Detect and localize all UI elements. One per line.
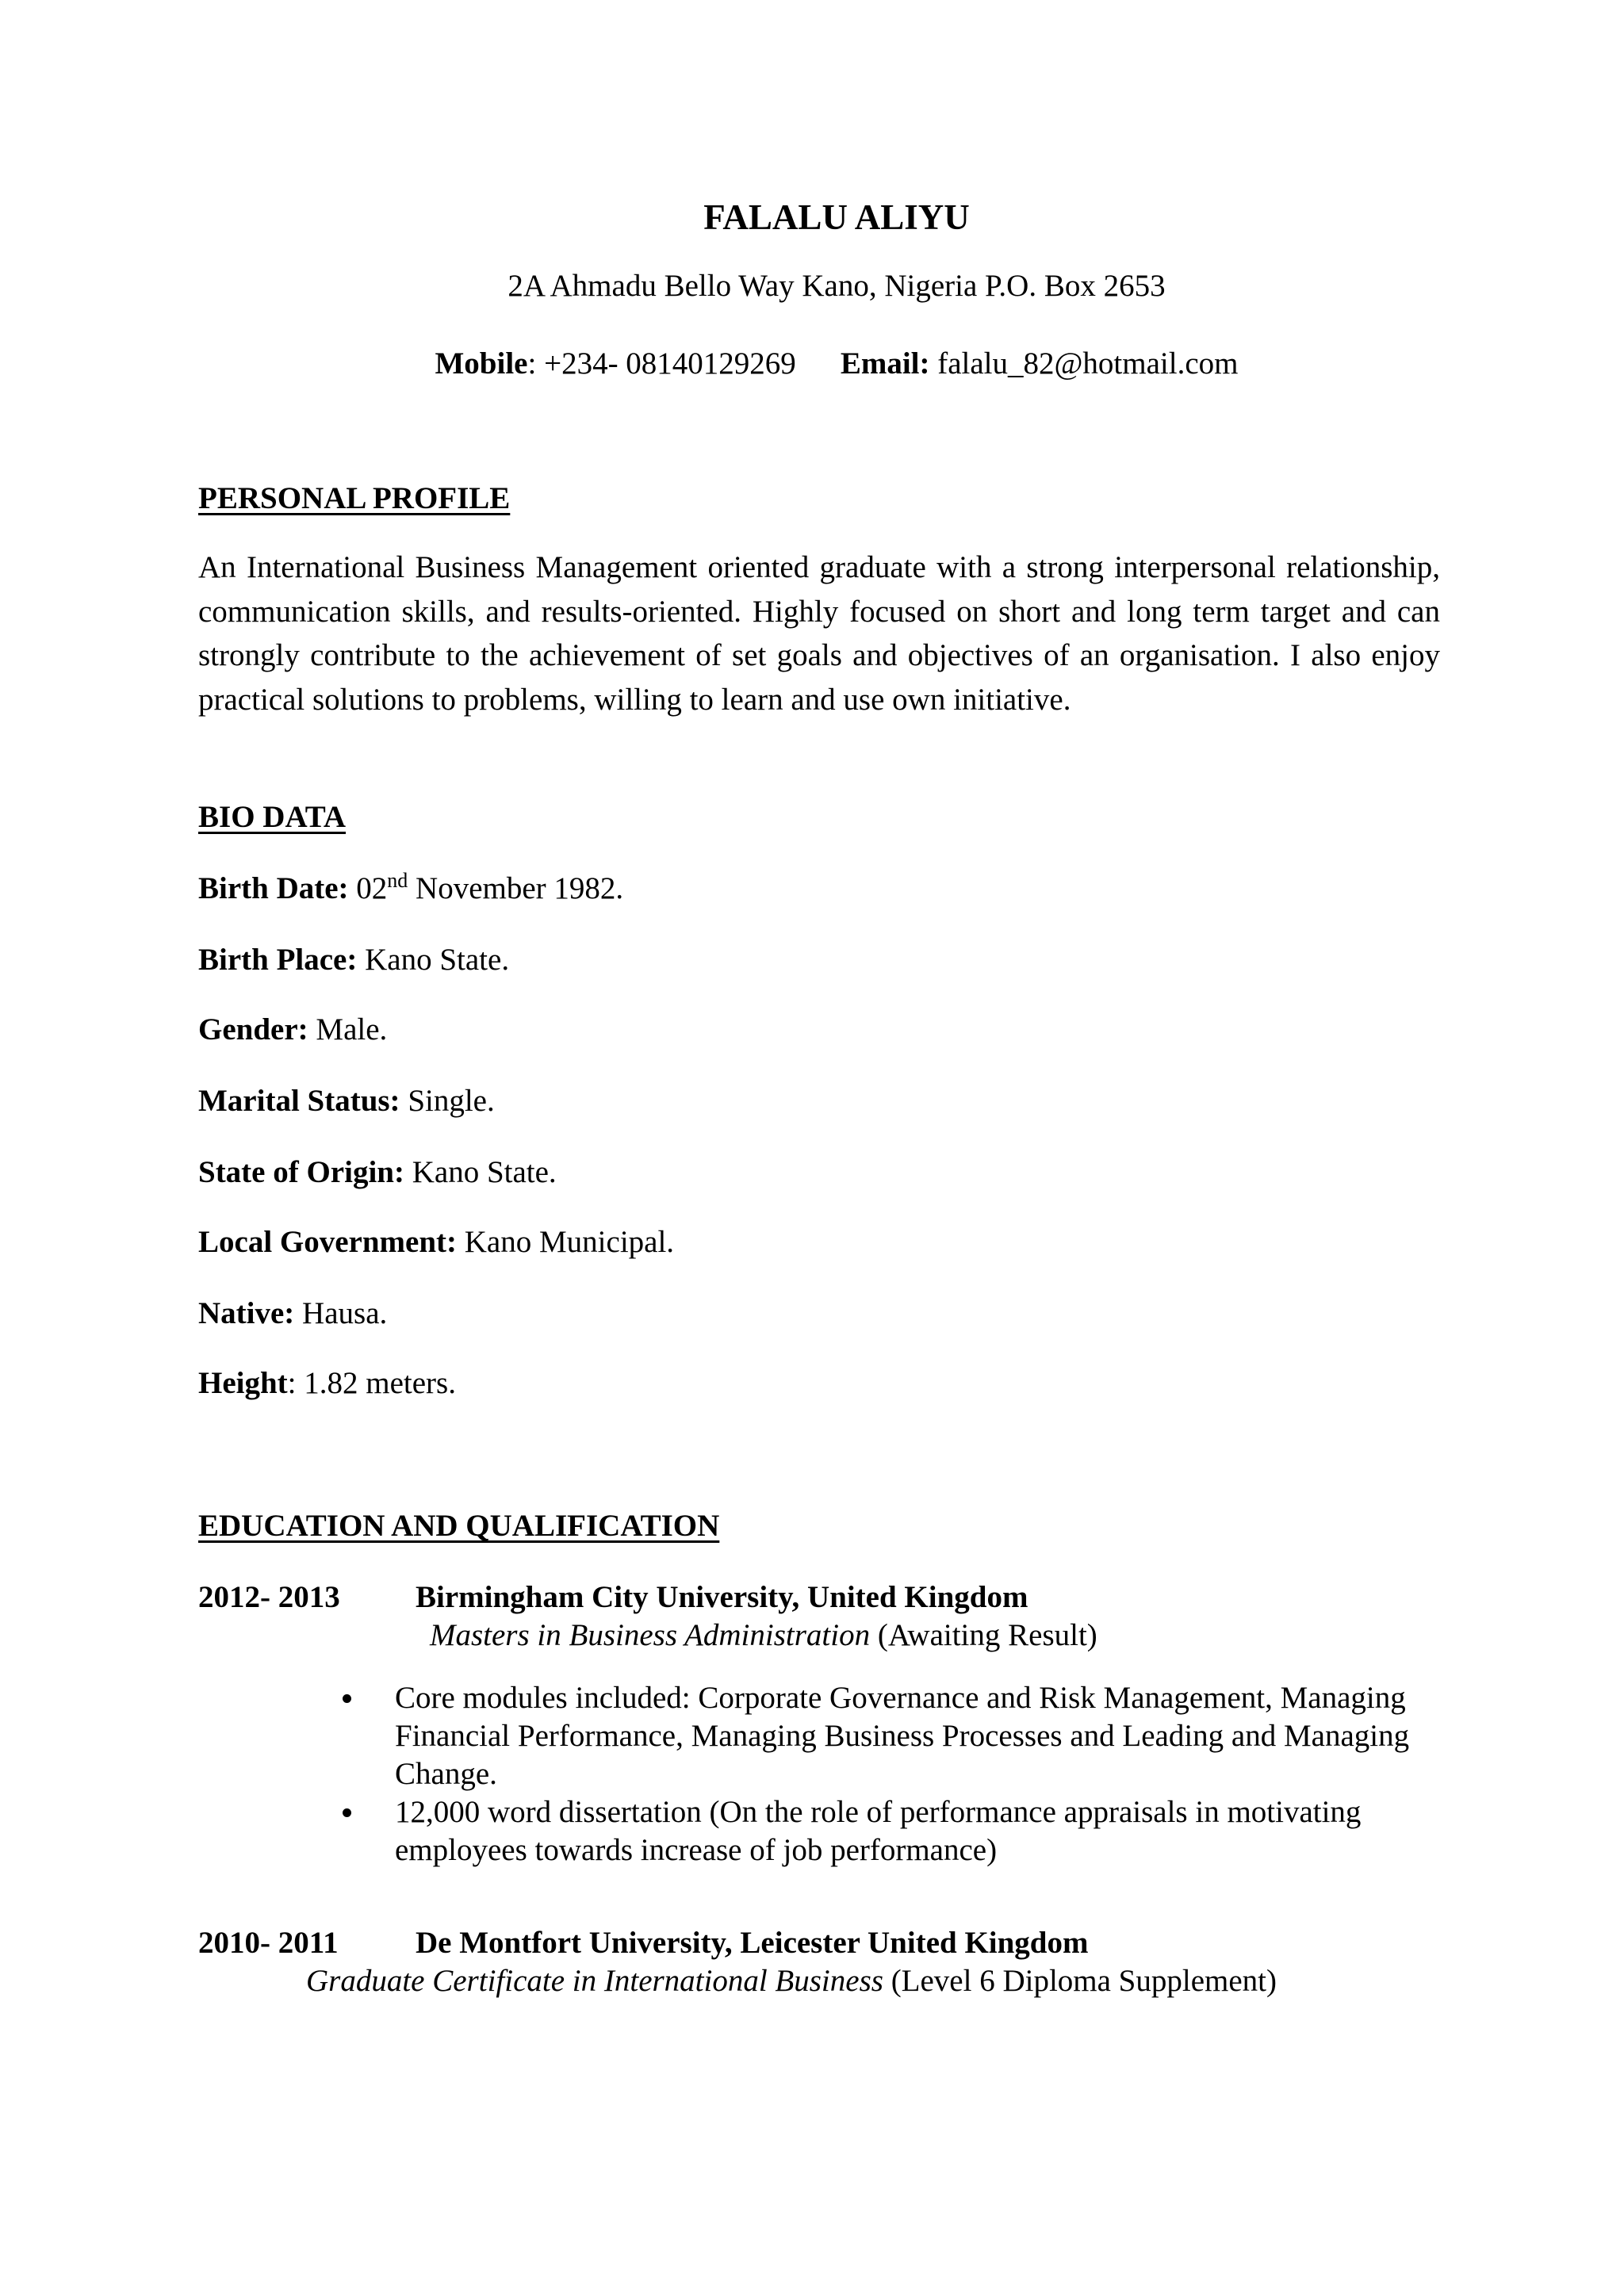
- birth-place-label: Birth Place:: [198, 943, 358, 977]
- education-entry-2-degree: Graduate Certificate in International Business: [306, 1964, 883, 1998]
- education-entry-1-degree-line: [430, 1617, 1097, 1654]
- bullet-text: 12,000 word dissertation (On the role of performance appraisals in motivating employees towards increase of job performance): [395, 1795, 1362, 1867]
- bullet-icon: [343, 1808, 351, 1817]
- birth-date-label: Birth Date:: [198, 871, 349, 905]
- birth-date-suffix: nd: [387, 869, 408, 892]
- list-item: [343, 1793, 1462, 1869]
- marital-status-value: Single.: [408, 1084, 495, 1118]
- bullet-text: Core modules included: Corporate Governance and Risk Management, Managing Financial Performance, Managing Business Processes and Leading and Managing Change.: [395, 1681, 1410, 1791]
- height-row: [198, 1365, 456, 1402]
- education-entry-2-degree-line: [306, 1963, 1277, 1999]
- address-line: 2A Ahmadu Bello Way Kano, Nigeria P.O. Box 2653: [508, 269, 1166, 303]
- education-entry-2-years: 2010- 2011: [198, 1926, 339, 1960]
- marital-status-row: [198, 1083, 495, 1119]
- mobile-label: Mobile: [435, 346, 528, 381]
- local-government-row: [198, 1224, 674, 1261]
- state-of-origin-row: [198, 1154, 557, 1191]
- gender-label: Gender:: [198, 1012, 308, 1047]
- height-value: : 1.82 meters.: [287, 1366, 456, 1400]
- local-government-value: Kano Municipal.: [464, 1225, 675, 1259]
- email-label: Email:: [840, 346, 930, 381]
- birth-date-day: 02: [356, 871, 388, 905]
- birth-date-row: [198, 871, 623, 907]
- education-entry-1-degree: Masters in Business Administration: [430, 1618, 871, 1652]
- resume-name: FALALU ALIYU: [703, 197, 970, 237]
- education-entry-1-years: 2012- 2013: [198, 1580, 340, 1614]
- height-label: Height: [198, 1366, 288, 1400]
- education-entry-1-note: (Awaiting Result): [877, 1618, 1097, 1652]
- email-value: falalu_82@hotmail.com: [937, 346, 1239, 381]
- native-value: Hausa.: [302, 1296, 388, 1330]
- state-of-origin-label: State of Origin:: [198, 1155, 404, 1189]
- contact-line: [0, 346, 1624, 382]
- native-label: Native:: [198, 1296, 295, 1330]
- bio-data-heading: BIO DATA: [198, 800, 346, 834]
- education-entry-2-note: (Level 6 Diploma Supplement): [891, 1964, 1277, 1998]
- gender-row: [198, 1012, 387, 1048]
- mobile-value: : +234- 08140129269: [527, 346, 796, 381]
- list-item: [343, 1679, 1462, 1793]
- native-row: [198, 1295, 387, 1332]
- education-entry-1-bullets: [343, 1679, 1462, 1869]
- education-entry-1-institution: Birmingham City University, United Kingdom: [416, 1580, 1028, 1614]
- personal-profile-text: An International Business Management oriented graduate with a strong interpersonal relationship, communication skills, and results-oriented. Highly focused on short and long term target and can strongly contribute to the achievement of set goals and objectives of an organisation. I also enjoy practical solutions to problems, willing to learn and use own initiative.: [198, 550, 1440, 717]
- birth-place-row: [198, 942, 509, 978]
- birth-place-value: Kano State.: [365, 943, 510, 977]
- marital-status-label: Marital Status:: [198, 1084, 400, 1118]
- education-heading: EDUCATION AND QUALIFICATION: [198, 1509, 720, 1543]
- local-government-label: Local Government:: [198, 1225, 458, 1259]
- gender-value: Male.: [316, 1012, 388, 1047]
- education-entry-2-institution: De Montfort University, Leicester United Kingdom: [416, 1926, 1089, 1960]
- state-of-origin-value: Kano State.: [412, 1155, 557, 1189]
- bullet-icon: [343, 1694, 351, 1703]
- birth-date-rest: November 1982.: [416, 871, 624, 905]
- personal-profile-heading: PERSONAL PROFILE: [198, 481, 511, 515]
